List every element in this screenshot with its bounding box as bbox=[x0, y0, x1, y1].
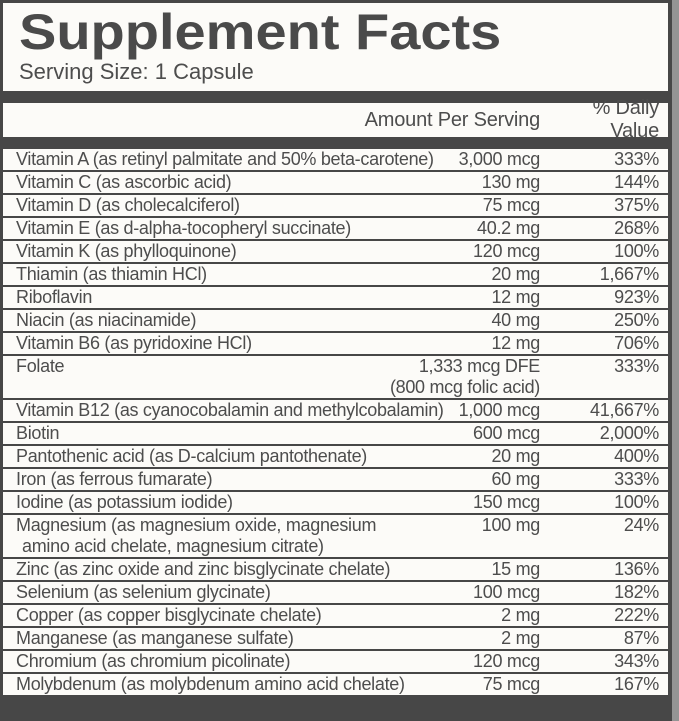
column-header-daily-value: % Daily Value bbox=[592, 97, 659, 142]
nutrient-amount-line1: 150 mcg bbox=[473, 492, 540, 512]
nutrient-name-line1: Vitamin K (as phylloquinone) bbox=[16, 241, 237, 261]
nutrient-name bbox=[3, 333, 390, 354]
nutrient-row bbox=[3, 333, 668, 354]
nutrient-amount-line1: 20 mg bbox=[491, 446, 540, 466]
nutrient-name bbox=[3, 515, 390, 557]
nutrient-amount bbox=[390, 515, 540, 536]
nutrient-amount bbox=[390, 651, 540, 672]
nutrient-amount-line1: 2 mg bbox=[501, 605, 540, 625]
nutrient-daily-value: 333% bbox=[614, 469, 659, 489]
nutrient-amount-line1: 75 mcg bbox=[482, 674, 540, 694]
nutrient-amount bbox=[390, 469, 540, 490]
nutrient-amount bbox=[390, 423, 540, 444]
nutrient-amount-line1: 120 mcg bbox=[473, 651, 540, 671]
nutrient-daily-value: 706% bbox=[614, 333, 659, 353]
nutrient-amount-line1: 12 mg bbox=[491, 333, 540, 353]
nutrient-daily-value: 268% bbox=[614, 218, 659, 238]
nutrient-name bbox=[3, 172, 390, 193]
nutrient-name bbox=[3, 469, 390, 490]
nutrient-amount bbox=[390, 628, 540, 649]
nutrient-row bbox=[3, 195, 668, 216]
nutrient-name-line1: Vitamin C (as ascorbic acid) bbox=[16, 172, 232, 192]
nutrient-amount bbox=[390, 605, 540, 626]
nutrient-name-line1: Riboflavin bbox=[16, 287, 93, 307]
nutrient-row bbox=[3, 264, 668, 285]
nutrient-row bbox=[3, 400, 668, 421]
nutrient-row bbox=[3, 605, 668, 626]
nutrient-row bbox=[3, 241, 668, 262]
nutrient-amount-line1: 600 mcg bbox=[473, 423, 540, 443]
nutrient-name bbox=[3, 310, 390, 331]
nutrient-name bbox=[3, 264, 390, 285]
nutrient-row bbox=[3, 628, 668, 649]
nutrient-daily-value: 375% bbox=[614, 195, 659, 215]
nutrient-amount-line1: 1,333 mcg DFE bbox=[418, 356, 540, 376]
nutrient-amount bbox=[390, 172, 540, 193]
nutrient-amount-line1: 75 mcg bbox=[482, 195, 540, 215]
nutrient-name bbox=[3, 423, 390, 444]
nutrient-daily-value: 333% bbox=[614, 356, 659, 376]
nutrient-daily-value: 343% bbox=[614, 651, 659, 671]
nutrient-name-line1: Vitamin B6 (as pyridoxine HCl) bbox=[16, 333, 252, 353]
nutrient-daily-value: 400% bbox=[614, 446, 659, 466]
nutrient-amount-line1: 1,000 mcg bbox=[458, 400, 540, 420]
nutrient-daily-value: 222% bbox=[614, 605, 659, 625]
nutrient-daily-value: 1,667% bbox=[599, 264, 659, 284]
nutrient-row bbox=[3, 651, 668, 672]
nutrient-amount bbox=[390, 218, 540, 239]
nutrient-name bbox=[3, 559, 390, 580]
nutrient-name bbox=[3, 492, 390, 513]
nutrient-amount-line1: 12 mg bbox=[491, 287, 540, 307]
nutrient-amount bbox=[390, 674, 540, 695]
nutrient-row bbox=[3, 469, 668, 490]
nutrient-name-line2: amino acid chelate, magnesium citrate) bbox=[22, 536, 324, 556]
nutrient-daily-value: 144% bbox=[614, 172, 659, 192]
nutrient-row bbox=[3, 559, 668, 580]
nutrient-daily-value: 250% bbox=[614, 310, 659, 330]
nutrient-name-line1: Iron (as ferrous fumarate) bbox=[16, 469, 213, 489]
nutrient-row bbox=[3, 446, 668, 467]
nutrient-name-line1: Iodine (as potassium iodide) bbox=[16, 492, 233, 512]
nutrient-name-line1: Niacin (as niacinamide) bbox=[16, 310, 197, 330]
nutrient-name-line1: Biotin bbox=[16, 423, 60, 443]
divider-bar-header bbox=[3, 137, 668, 149]
nutrient-name bbox=[3, 149, 434, 170]
nutrient-daily-value: 136% bbox=[614, 559, 659, 579]
nutrient-name bbox=[3, 195, 390, 216]
nutrient-amount bbox=[390, 241, 540, 262]
nutrient-amount-line1: 100 mg bbox=[481, 515, 540, 535]
nutrient-name-line1: Vitamin D (as cholecalciferol) bbox=[16, 195, 240, 215]
nutrient-amount-line1: 15 mg bbox=[491, 559, 540, 579]
nutrient-amount bbox=[390, 356, 540, 398]
nutrient-amount-line2: (800 mcg folic acid) bbox=[389, 377, 540, 397]
nutrient-amount bbox=[390, 559, 540, 580]
nutrient-amount-line1: 2 mg bbox=[501, 628, 540, 648]
nutrient-name-line1: Copper (as copper bisglycinate chelate) bbox=[16, 605, 322, 625]
nutrient-name-line1: Thiamin (as thiamin HCl) bbox=[16, 264, 207, 284]
nutrient-row bbox=[3, 492, 668, 513]
nutrient-amount bbox=[390, 582, 540, 603]
nutrient-row bbox=[3, 310, 668, 331]
nutrient-name bbox=[3, 582, 390, 603]
nutrient-row bbox=[3, 582, 668, 603]
nutrient-name-line1: Selenium (as selenium glycinate) bbox=[16, 582, 271, 602]
nutrient-row bbox=[3, 423, 668, 444]
nutrient-amount bbox=[390, 310, 540, 331]
nutrient-amount-line1: 130 mg bbox=[481, 172, 540, 192]
nutrient-row bbox=[3, 218, 668, 239]
nutrient-amount bbox=[390, 195, 540, 216]
nutrient-table bbox=[3, 149, 668, 695]
nutrient-daily-value: 41,667% bbox=[590, 400, 659, 420]
nutrient-name-line1: Magnesium (as magnesium oxide, magnesium bbox=[16, 515, 377, 535]
nutrient-amount-line1: 40.2 mg bbox=[477, 218, 540, 238]
nutrient-daily-value: 167% bbox=[614, 674, 659, 694]
column-header-row bbox=[3, 97, 668, 142]
nutrient-name-line1: Pantothenic acid (as D-calcium pantothenate) bbox=[16, 446, 368, 466]
nutrient-row bbox=[3, 515, 668, 557]
nutrient-amount-line1: 100 mcg bbox=[473, 582, 540, 602]
nutrient-amount bbox=[390, 492, 540, 513]
nutrient-name-line1: Chromium (as chromium picolinate) bbox=[16, 651, 291, 671]
nutrient-name-line1: Molybdenum (as molybdenum amino acid chelate) bbox=[16, 674, 405, 694]
nutrient-name-line1: Folate bbox=[16, 356, 65, 376]
footer-bar bbox=[3, 695, 668, 721]
nutrient-amount bbox=[390, 149, 540, 170]
label-title: Supplement Facts bbox=[19, 4, 502, 60]
nutrient-daily-value: 24% bbox=[623, 515, 659, 535]
nutrient-daily-value: 100% bbox=[614, 241, 659, 261]
nutrient-name-line1: Vitamin B12 (as cyanocobalamin and methylcobalamin) bbox=[16, 400, 444, 420]
nutrient-amount-line1: 20 mg bbox=[491, 264, 540, 284]
nutrient-name-line1: Vitamin E (as d-alpha-tocopheryl succinate) bbox=[16, 218, 351, 238]
nutrient-row bbox=[3, 172, 668, 193]
nutrient-daily-value: 2,000% bbox=[599, 423, 659, 443]
nutrient-amount bbox=[390, 333, 540, 354]
serving-size-text: Serving Size: 1 Capsule bbox=[19, 59, 254, 84]
nutrient-amount-line1: 60 mg bbox=[491, 469, 540, 489]
nutrient-name bbox=[3, 674, 405, 695]
nutrient-name-line1: Manganese (as manganese sulfate) bbox=[16, 628, 294, 648]
nutrient-daily-value: 100% bbox=[614, 492, 659, 512]
nutrient-name-line1: Vitamin A (as retinyl palmitate and 50% beta-carotene) bbox=[16, 149, 434, 169]
nutrient-row bbox=[3, 287, 668, 308]
nutrient-name bbox=[3, 287, 390, 308]
nutrient-name bbox=[3, 651, 390, 672]
nutrient-amount-line1: 120 mcg bbox=[473, 241, 540, 261]
nutrient-amount bbox=[390, 264, 540, 285]
nutrient-amount-line1: 3,000 mcg bbox=[458, 149, 540, 169]
nutrient-amount bbox=[390, 400, 540, 421]
nutrient-name bbox=[3, 241, 390, 262]
nutrient-name bbox=[3, 605, 390, 626]
nutrient-amount bbox=[390, 446, 540, 467]
nutrient-amount-line1: 40 mg bbox=[491, 310, 540, 330]
nutrient-name-line1: Zinc (as zinc oxide and zinc bisglycinate chelate) bbox=[16, 559, 391, 579]
nutrient-row bbox=[3, 149, 668, 170]
label-header-box bbox=[3, 3, 668, 91]
nutrient-name bbox=[3, 400, 444, 421]
nutrient-daily-value: 182% bbox=[614, 582, 659, 602]
nutrient-amount bbox=[390, 287, 540, 308]
nutrient-daily-value: 87% bbox=[623, 628, 659, 648]
column-header-amount: Amount Per Serving bbox=[364, 108, 540, 131]
nutrient-daily-value: 333% bbox=[614, 149, 659, 169]
nutrient-row bbox=[3, 356, 668, 398]
nutrient-name bbox=[3, 628, 390, 649]
nutrient-name bbox=[3, 356, 390, 377]
nutrient-row bbox=[3, 674, 668, 695]
nutrient-name bbox=[3, 218, 390, 239]
nutrient-daily-value: 923% bbox=[614, 287, 659, 307]
nutrient-name bbox=[3, 446, 390, 467]
